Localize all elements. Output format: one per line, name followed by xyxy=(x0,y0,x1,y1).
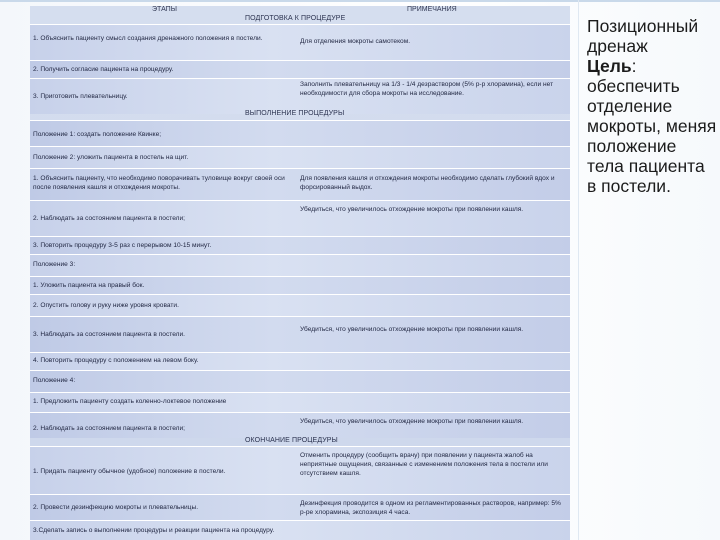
goal-label: Цель xyxy=(587,56,632,76)
table-row xyxy=(30,412,570,438)
table-row xyxy=(30,146,570,168)
note-cell: Убедиться, что увеличилось отхождение мокроты при появлении кашля. xyxy=(300,418,524,425)
note-cell: Отменить процедуру (сообщить врачу) при появлении у пациента жалоб на неприятные ощущения, связанные с изменением положения тела в постели или отсутствием кашля. xyxy=(300,452,548,477)
stage-cell: 3.Сделать запись о выполнении процедуры и реакции пациента на процедуру. xyxy=(33,527,275,534)
table-row xyxy=(30,60,570,78)
slide-description xyxy=(587,16,717,196)
stage-cell: 3. Наблюдать за состоянием пациента в постели. xyxy=(33,331,186,338)
table-row xyxy=(30,294,570,316)
stage-cell: 3. Повторить процедуру 3-5 раз с перерывом 10-15 минут. xyxy=(33,242,212,249)
stage-cell: 1. Объяснить пациенту, что необходимо поворачивать туловище вокруг своей оси после появления кашля и отхождения мокроты. xyxy=(33,175,285,191)
section-title-prep: ПОДГОТОВКА К ПРОЦЕДУРЕ xyxy=(245,15,346,22)
table-row xyxy=(30,120,570,146)
note-cell: Убедиться, что увеличилось отхождение мокроты при появлении кашля. xyxy=(300,206,524,213)
table-row xyxy=(30,24,570,60)
decorative-line xyxy=(578,0,579,540)
table-row xyxy=(30,392,570,412)
decorative-line xyxy=(0,0,720,2)
stage-cell: 2. Наблюдать за состоянием пациента в постели; xyxy=(33,425,186,432)
table-row xyxy=(30,200,570,236)
stage-cell: 1. Объяснить пациенту смысл создания дренажного положения в постели. xyxy=(33,35,263,42)
slide-title-line-2: дренаж xyxy=(587,36,648,56)
table-row xyxy=(30,254,570,276)
table-row xyxy=(30,446,570,494)
note-cell: Для отделения мокроты самотеком. xyxy=(300,38,411,45)
table-header-notes: ПРИМЕЧАНИЯ xyxy=(407,6,457,13)
stage-cell: 2. Провести дезинфекцию мокроты и плевательницы. xyxy=(33,504,199,511)
table-row xyxy=(30,276,570,294)
stage-cell: Положение 3: xyxy=(33,261,76,268)
goal-colon: : xyxy=(631,56,637,76)
stage-cell: 2. Опустить голову и руку ниже уровня кровати. xyxy=(33,302,179,309)
stage-cell: 1. Придать пациенту обычное (удобное) положение в постели. xyxy=(33,468,226,475)
goal-text: обеспечить отделение мокроты, меняя положение тела пациента в постели. xyxy=(587,76,717,196)
stage-cell: 2. Получить согласие пациента на процедуру. xyxy=(33,66,174,73)
note-cell: Убедиться, что увеличилось отхождение мокроты при появлении кашля. xyxy=(300,326,524,333)
note-cell: Для появления кашля и отхождения мокроты необходимо сделать глубокий вдох и форсированный выдох. xyxy=(300,175,555,191)
note-cell: Дезинфекция проводится в одном из регламентированных растворов, например: 5% р-ре хлорамина, экспозиция 4 часа. xyxy=(300,500,561,516)
stage-cell: Положение 4: xyxy=(33,377,76,384)
stage-cell: 4. Повторить процедуру с положением на левом боку. xyxy=(33,357,199,364)
stage-cell: 2. Наблюдать за состоянием пациента в постели; xyxy=(33,215,186,222)
section-title-finish: ОКОНЧАНИЕ ПРОЦЕДУРЫ xyxy=(245,437,338,444)
table-header-stages: ЭТАПЫ xyxy=(152,6,177,13)
stage-cell: 1. Уложить пациента на правый бок. xyxy=(33,282,145,289)
table-row xyxy=(30,78,570,114)
table-row xyxy=(30,520,570,540)
stage-cell: Положение 1: создать положение Квинке; xyxy=(33,131,162,138)
table-row xyxy=(30,236,570,254)
note-cell: Заполнить плевательницу на 1/3 - 1/4 дезраствором (5% р-р хлорамина), если нет необходимости для сбора мокроты на исследование. xyxy=(300,81,554,97)
table-row xyxy=(30,494,570,520)
table-row xyxy=(30,370,570,392)
table-row xyxy=(30,168,570,200)
stage-cell: 3. Приготовить плевательницу. xyxy=(33,93,128,100)
section-title-perform: ВЫПОЛНЕНИЕ ПРОЦЕДУРЫ xyxy=(245,110,345,117)
stage-cell: Положение 2: уложить пациента в постель на щит. xyxy=(33,154,189,161)
stage-cell: 1. Предложить пациенту создать коленно-локтевое положение xyxy=(33,398,227,405)
table-row xyxy=(30,316,570,352)
table-row xyxy=(30,352,570,370)
slide-title-line-1: Позиционный xyxy=(587,16,699,36)
procedure-table xyxy=(30,6,570,540)
